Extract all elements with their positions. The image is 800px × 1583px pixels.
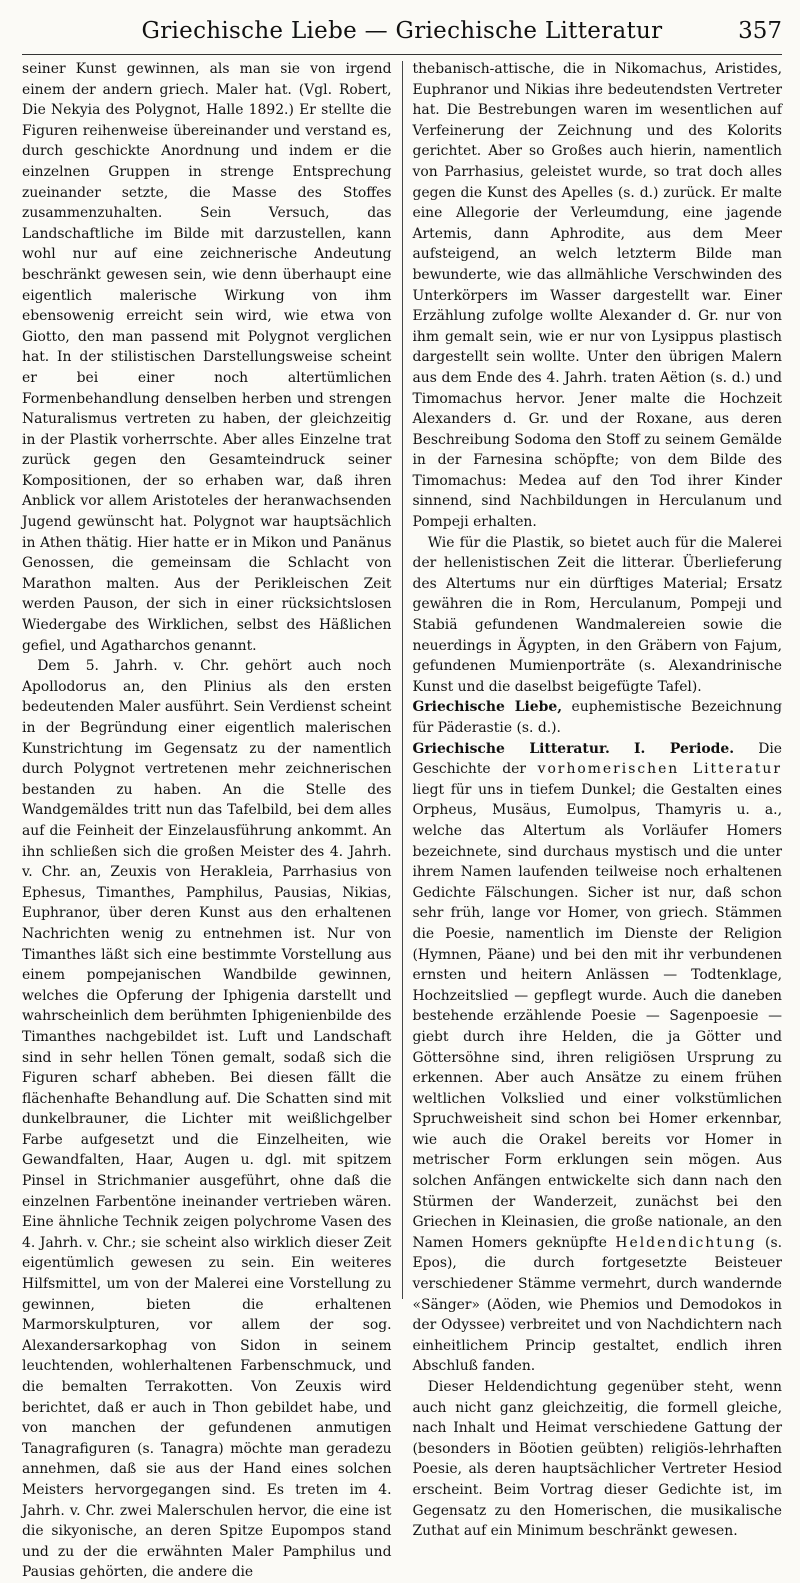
right-column bbox=[402, 59, 783, 1540]
entry-text: (s. Epos), die durch fortgesetzte Beisteuer verschiedener Stämme vermehrt, durch wandernde «Sänger» (Aöden, wie Phemios und Demodokos in der Odyssee) verbreitet und von Nachdichtern nach einheitlichem Princip gestaltet, endlich ihren Abschluß fanden. bbox=[412, 1234, 782, 1375]
paragraph: Dem 5. Jahrh. v. Chr. gehört auch noch Apollodorus an, den Plinius als den ersten bedeutenden Maler ausführt. Sein Verdienst scheint in der Begründung einer eigentlich malerischen Kunstrichtung im Gegensatz zu der namentlich durch Polygnot vertretenen mehr zeichnerischen bestanden zu haben. An die Stelle des Wandgemäldes tritt nun das Tafelbild, bei dem alles auf die Feinheit der Einzelausführung ankommt. An ihn schließen sich die großen Meister des 4. Jahrh. v. Chr. an, Zeuxis von Herakleia, Parrhasius von Ephesus, Timanthes, Pamphilus, Pausias, Nikias, Euphranor, über deren Kunst aus den erhaltenen Nachrichten wenig zu entnehmen ist. Nur von Timanthes läßt sich eine bestimmte Vorstellung aus einem pompejanischen Wandbilde gewinnen, welches die Opferung der Iphigenia darstellt und wahrscheinlich dem berühmten Iphigenienbilde des Timanthes nachgebildet ist. Luft und Landschaft sind in sehr hellen Tönen gemalt, sodaß sich die Figuren scharf abheben. Bei diesen fällt die flächenhafte Behandlung auf. Die Schatten sind mit dunkelbrauner, die Lichter mit weißlichgelber Farbe aufgesetzt und die Einzelheiten, wie Gewandfalten, Haar, Augen u. dgl. mit spitzem Pinsel in Strichmanier ausgeführt, ohne daß die einzelnen Farbentöne ineinander vertrieben wären. Eine ähnliche Technik zeigen polychrome Vasen des 4. Jahrh. v. Chr.; sie scheint also wirklich dieser Zeit eigentümlich gewesen zu sein. Ein weiteres Hilfsmittel, um von der Malerei eine Vorstellung zu gewinnen, bieten die erhaltenen Marmorskulpturen, vor allem der sog. Alexandersarkophag von Sidon in seinem leuchtenden, wohlerhaltenen Farbenschmuck, und die bemalten Terrakotten. Von Zeuxis wird berichtet, daß er auch in Thon gebildet habe, und von manchen der gefundenen anmutigen Tanagrafiguren (s. Tanagra) möchte man geradezu annehmen, daß sie aus der Hand eines solchen Meisters hervorgegangen sind. Es treten im 4. Jahrh. v. Chr. zwei Malerschulen hervor, die eine ist die sikyonische, an deren Spitze Eupompos stand und zu der die erwähnten Maler Pamphilus und Pausias gehörten, die andere die bbox=[22, 658, 392, 1581]
entry-griechische-liebe bbox=[412, 697, 782, 738]
text-columns bbox=[22, 59, 783, 1581]
entry-headword: Griechische Liebe, bbox=[412, 699, 563, 716]
page-number: 357 bbox=[738, 18, 782, 44]
paragraph: Dieser Heldendichtung gegenüber steht, wenn auch nicht ganz gleichzeitig, die formell gleiche, nach Inhalt und Heimat verschiedene Gattung der (besonders in Böotien geübten) religiös-lehrhaften Poesie, als deren hauptsächlicher Vertreter Hesiod erscheint. Beim Vortrag dieser Gedichte ist, im Gegensatz zu den Homerischen, die musikalische Zuthat auf ein Minimum beschränkt gewesen. bbox=[412, 1379, 782, 1540]
entry-headword: Griechische Litteratur. bbox=[412, 740, 610, 757]
spaced-term: vorhomerischen Litteratur bbox=[537, 761, 782, 778]
left-column bbox=[22, 59, 402, 1581]
entry-text: Die Geschichte der bbox=[412, 740, 783, 778]
page-header bbox=[22, 14, 782, 55]
entry-text: liegt für uns in tiefem Dunkel; die Gestalten eines Orpheus, Musäus, Eumolpus, Thamyris u. a., welche das Altertum als Vorläufer Homers bezeichnete, sind durchaus mystisch und die unter ihrem Namen laufenden teilweise noch erhaltenen Gedichte Fälschungen. Sicher ist nur, daß schon sehr früh, lange vor Homer, von griech. Stämmen die Poesie, namentlich im Dienste der Religion (Hymnen, Päane) und bei den mit ihr verbundenen ernsten und heitern Anlässen — Todtenklage, Hochzeitslied — gepflegt wurde. Auch die daneben bestehende erzählende Poesie — Sagenpoesie — giebt durch ihre Helden, die ja Götter und Göttersöhne sind, ihren religiösen Ursprung zu erkennen. Aber auch Ansätze zu einem frühen weltlichen Volkslied und einer volkstümlichen Spruchweisheit sind schon bei Homer erkennbar, wie auch die Orakel bereits vor Homer in metrischer Form erklungen sein mögen. Aus solchen Anfängen entwickelte sich dann nach den Stürmen der Wanderzeit, zunächst bei den Griechen in Kleinasien, die große nationale, an den Namen Homers geknüpfte bbox=[412, 781, 782, 1251]
paragraph: Wie für die Plastik, so bietet auch für die Malerei der hellenistischen Zeit die litterar. Überlieferung des Altertums nur ein dürftiges Material; Ersatz gewähren die in Rom, Herculanum, Pompeji und Stabiä gefundenen Wandmalereien sowie die neuerdings in Ägypten, in den Gräbern von Fajum, gefundenen Mumienporträte (s. Alexandrinische Kunst und die daselbst beigefügte Tafel). bbox=[412, 534, 782, 695]
spaced-term: Heldendichtung bbox=[615, 1234, 757, 1251]
entry-griechische-litteratur bbox=[412, 739, 782, 1377]
paragraph: seiner Kunst gewinnen, als man sie von irgend einem der andern griech. Maler hat. (Vgl. Robert, Die Nekyia des Polygnot, Halle 1892.) Er stellte die Figuren reihenweise übereinander und verstand es, durch geschickte Anordnung und indem er die einzelnen Gruppen in strenge Entsprechung zueinander setzte, die Masse des Stoffes zusammenzuhalten. Sein Versuch, das Landschaftliche im Bilde mit darzustellen, kann wohl nur auf eine zeichnerische Andeutung beschränkt gewesen sein, wie denn überhaupt eine eigentlich malerische Wirkung von ihm ebensowenig erreicht sein wird, wie etwa von Giotto, den man passend mit Polygnot verglichen hat. In der stilistischen Darstellungsweise scheint er bei einer noch altertümlichen Formenbehandlung denselben herben und strengen Naturalismus vertreten zu haben, der gleichzeitig in der Plastik vorherrschte. Aber alles Einzelne trat zurück gegen den Gesamteindruck seiner Kompositionen, der so erhaben war, daß ihren Anblick vor allem Aristoteles der heranwachsenden Jugend gewünscht hat. Polygnot war hauptsächlich in Athen thätig. Hier hatte er in Mikon und Panänus Genossen, die gemeinsam die Schlacht von Marathon malten. Aus der Perikleischen Zeit werden Pauson, der sich in einer rücksichtslosen Wiedergabe des Wirklichen, selbst des Häßlichen gefiel, und Agatharchos genannt. bbox=[22, 61, 392, 654]
running-title: Griechische Liebe — Griechische Litteratur bbox=[141, 18, 663, 44]
paragraph: thebanisch-attische, die in Nikomachus, Aristides, Euphranor und Nikias ihre bedeutendsten Vertreter hat. Die Bestrebungen waren im wesentlichen auf Verfeinerung der Zeichnung und des Kolorits gerichtet. Aber so Großes auch hierin, namentlich von Parrhasius, geleistet wurde, so trat doch alles gegen die Kunst des Apelles (s. d.) zurück. Er malte eine Allegorie der Verleumdung, eine jagende Artemis, dann Aphrodite, aus dem Meer aufsteigend, an welch letzterm Bilde man bewunderte, wie das allmähliche Verschwinden des Unterkörpers im Wasser dargestellt war. Einer Erzählung zufolge wollte Alexander d. Gr. nur von ihm gemalt sein, wie er nur von Lysippus plastisch dargestellt sein wollte. Unter den übrigen Malern aus dem Ende des 4. Jahrh. traten Aëtion (s. d.) und Timomachus hervor. Jener malte die Hochzeit Alexanders d. Gr. und der Roxane, aus deren Beschreibung Sodoma den Stoff zu seinem Gemälde in der Farnesina schöpfte; von dem Bilde des Timomachus: Medea auf den Tod ihrer Kinder sinnend, sind Nachbildungen in Herculanum und Pompeji erhalten. bbox=[412, 61, 782, 531]
entry-text: euphemistische Bezeichnung für Päderastie (s. d.). bbox=[412, 699, 782, 736]
period-label: I. Periode. bbox=[633, 740, 735, 757]
